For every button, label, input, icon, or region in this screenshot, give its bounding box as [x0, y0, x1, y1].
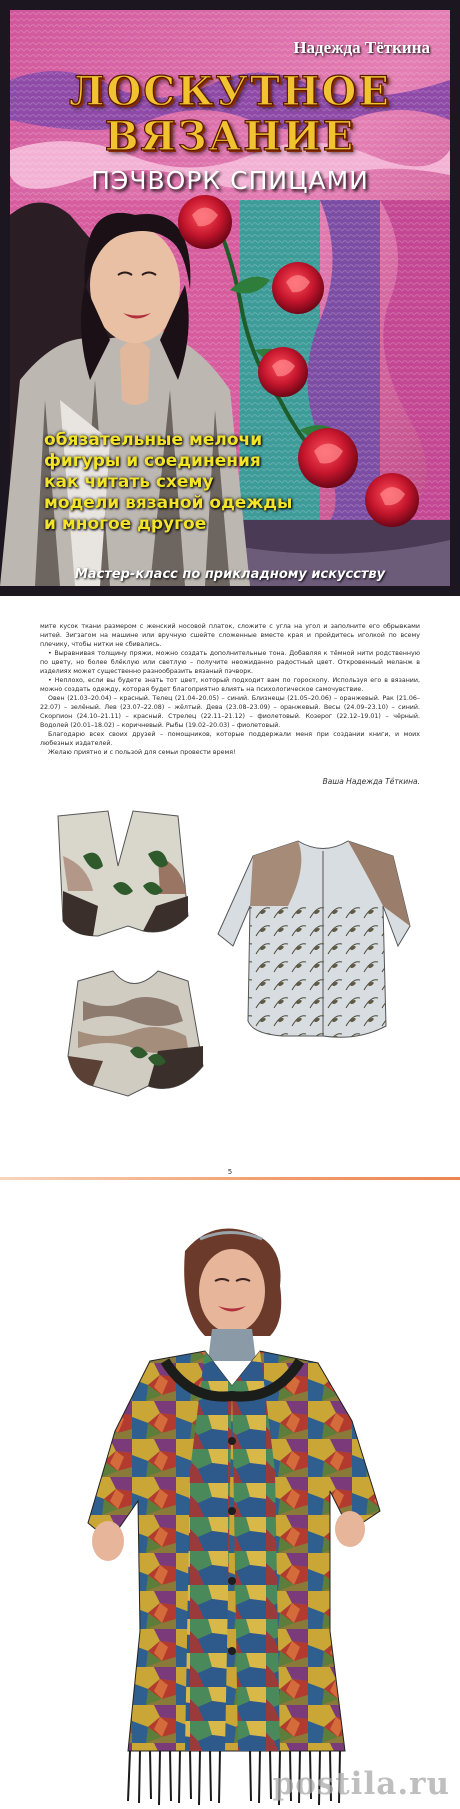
book-cover	[0, 0, 460, 596]
feature-item: модели вязаной одежды	[44, 493, 293, 513]
paragraph: Желаю приятно и с пользой для семьи провести время!	[48, 749, 236, 756]
page-footer-band	[0, 1177, 460, 1180]
paragraph: Овен (21.03–20.04) – красный. Телец (21.04–20.05) – синий. Близнецы (21.05–20.06) – оранжевый. Рак (21.06–22.07) – зелёный. Лев (23.07–22.08) – жёлтый. Дева (23.08–23.09) – оранжевый. Весы (24.09–23.10) – синий. Скорпион (24.10–21.11) – красный. Стрелец (22.11–21.12) – фиолетовый. Козерог (22.12–19.01) – чёрный. Водолей (20.01–18.02) – коричневый. Рыбы (19.02–20.03) – фиолетовый.	[40, 695, 420, 729]
watermark: postila.ru	[272, 1766, 450, 1802]
masterclass-caption: Мастер-класс по прикладному искусству	[74, 567, 386, 582]
patchwork-coat-illustration	[0, 1211, 460, 1809]
feature-item: как читать схему	[44, 472, 214, 492]
paragraph: • Выравнивая толщину пряжи, можно создать дополнительные тона. Добавляя к тёмной нити родственную по цвету, но более блёклую или светлую – получите неожиданно радостный цвет. Откровенный меланж в изделиях может существенно разнообразить вязаный пэчворк.	[40, 650, 420, 675]
page-number: 5	[227, 1168, 233, 1176]
feature-list	[44, 430, 292, 535]
author-name: Надежда Тёткина	[293, 38, 430, 57]
feature-item: фигуры и соединения	[44, 451, 261, 471]
feature-item: обязательные мелочи	[44, 430, 263, 450]
paragraph: • Неплохо, если вы будете знать тот цвет, который подходит вам по гороскопу. Используя его в вязании, можно создать одежду, которая будет благоприятно влиять на психологическое самочувствие.	[40, 677, 420, 693]
signature: Ваша Надежда Тёткина.	[322, 777, 420, 786]
book-title-line-1: ЛОСКУТНОЕ	[69, 68, 391, 115]
book-subtitle: ПЭЧВОРК СПИЦАМИ	[91, 166, 369, 195]
garment-illustrations	[38, 796, 418, 1156]
coat-photo	[0, 1211, 460, 1809]
feature-item: и многое другое	[44, 514, 207, 534]
paragraph: Благодарю всех своих друзей – помощников, которые поддержали меня при создании книги, и моих любезных издателей.	[40, 731, 420, 747]
cardigan	[218, 841, 410, 1037]
paragraph: мите кусок ткани размером с женский носовой платок, сложите с угла на угол и заполните его обрывками нитей. Зигзагом на машине или вручную сшейте сложенные вместе края и пройдитесь иголкой по всему плечику, чтобы нитки не сбивались.	[40, 623, 420, 648]
vest-top	[58, 811, 188, 936]
book-title-line-2: ВЯЗАНИЕ	[104, 113, 356, 160]
vest-bottom	[68, 971, 203, 1096]
page-text	[40, 622, 420, 757]
book-page	[0, 596, 460, 1180]
